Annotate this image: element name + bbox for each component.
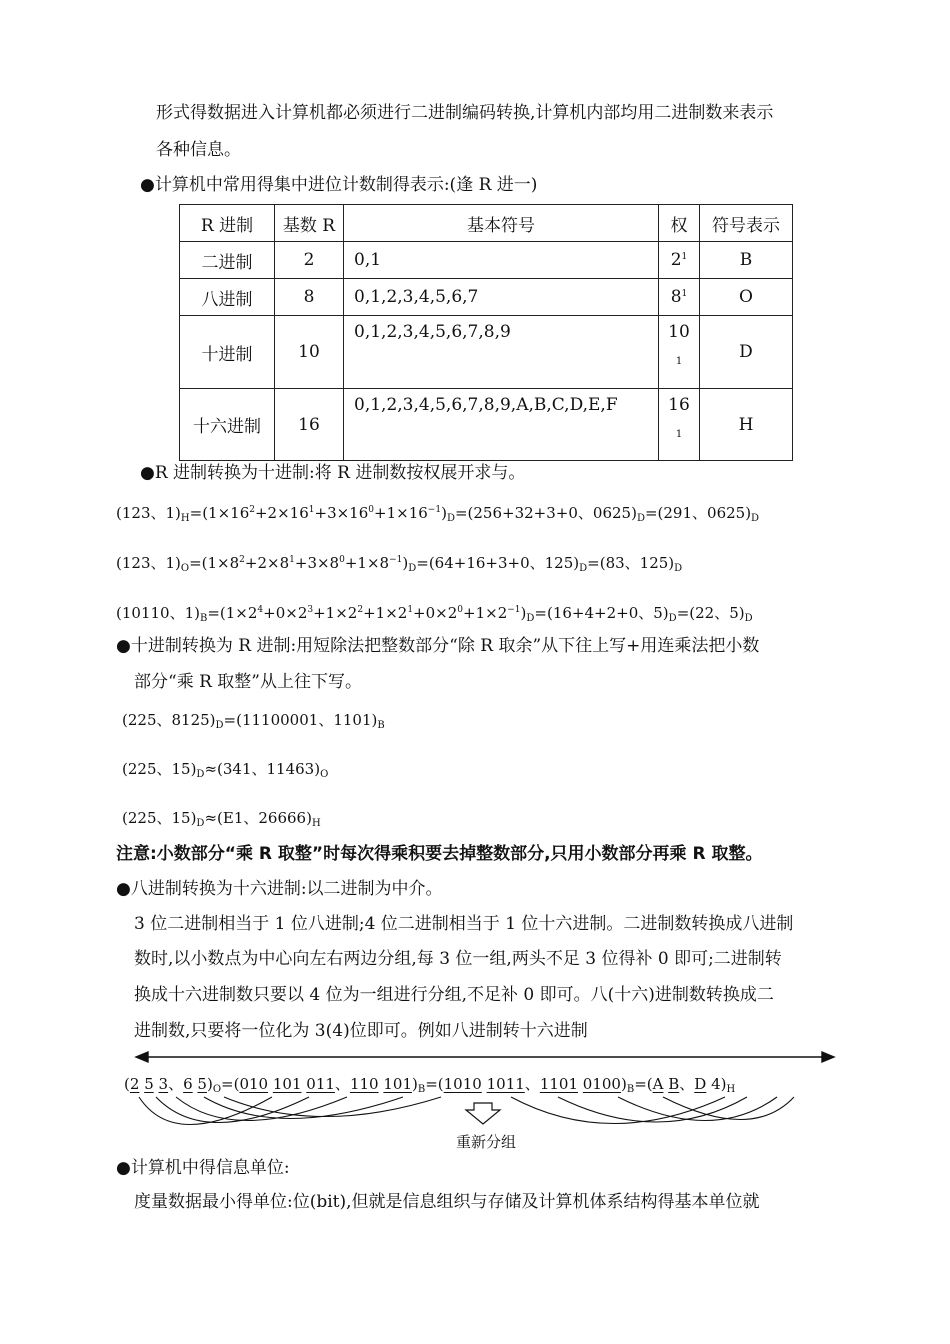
binary-group-4: 1010 xyxy=(443,1075,482,1093)
binary-group-4: 0100 xyxy=(582,1075,621,1093)
regroup-equation: (2 5 3、6 $5)_O=(010$ 101 011、110 $101)_B=(1010$ 1011、1101 $0100)_B=(A$ B、D $4)_H$ xyxy=(124,1075,736,1095)
paragraph-line-3: 换成十六进制数只要以 4 位为一组进行分组,不足补 0 即可。八(十六)进制数转换成二 xyxy=(134,985,774,1005)
hex-digit: 4 xyxy=(711,1075,721,1093)
equation-octal-to-decimal: (123、$1)_O=(1\times 8^2+2\times 8^1+3\times 8^0+1\times 8^{-1})_D=(64+16+3+0$、$125)_D=(83$、$125)_D$ xyxy=(116,554,683,574)
regroup-label: 重新分组 xyxy=(456,1133,517,1151)
radix-symbols: 0,1 xyxy=(344,242,659,279)
radix-weight: 16 1 xyxy=(659,389,700,461)
radix-code: O xyxy=(700,279,793,316)
double-arrow-line xyxy=(136,1052,834,1062)
radix-name: 八进制 xyxy=(180,279,275,316)
octal-to-binary-arcs xyxy=(139,1097,441,1125)
conversion-octal: (225、$15)_D\approx(341$、$11463)_O$ xyxy=(122,760,329,780)
binary-group: 101 xyxy=(383,1075,412,1093)
radix-weight: $8^1$ xyxy=(659,279,700,316)
bullet-number-systems: ●计算机中常用得集中进位计数制得表示:(逢 R 进一) xyxy=(140,175,538,195)
radix-weight: $2^1$ xyxy=(659,242,700,279)
binary-group-4: 1011 xyxy=(486,1075,525,1093)
binary-group: 110 xyxy=(349,1075,379,1093)
radix-code: B xyxy=(700,242,793,279)
radix-base: 2 xyxy=(275,242,344,279)
binary-group-4: 1101 xyxy=(539,1075,578,1093)
bullet-info-units: ●计算机中得信息单位: xyxy=(116,1158,290,1178)
equation-binary-to-decimal: (10110、$1)_B=(1\times 2^4+0\times 2^3+1\times 2^2+1\times 2^1+0\times 2^0+1\times 2^{-1})_D=(16+4+2+0$、$5)_D=(22$、$5)_D$ xyxy=(116,604,753,624)
bullet-decimal-to-r-line-1: ●十进制转换为 R 进制:用短除法把整数部分“除 R 取余”从下往上写+用连乘法把小数 xyxy=(116,636,760,656)
binary-group: 101 xyxy=(272,1075,302,1093)
header-weight: 权 xyxy=(659,205,700,242)
conversion-binary: (225、$8125)_D=(11100001$、$1101)_B$ xyxy=(122,711,385,731)
paragraph-line-4: 进制数,只要将一位化为 3(4)位即可。例如八进制转十六进制 xyxy=(134,1021,588,1041)
paragraph-line-2: 数时,以小数点为中心向左右两边分组,每 3 位一组,两头不足 3 位得补 0 即可;二进制转 xyxy=(134,949,782,969)
radix-code: D xyxy=(700,316,793,389)
octal-digit: 5 xyxy=(144,1075,154,1093)
radix-weight: 10 1 xyxy=(659,316,700,389)
radix-name: 二进制 xyxy=(180,242,275,279)
header-symbols: 基本符号 xyxy=(344,205,659,242)
octal-digit: 2 xyxy=(129,1075,140,1093)
binary-group: 010 xyxy=(239,1075,269,1093)
radix-base: 8 xyxy=(275,279,344,316)
octal-digit: 6 xyxy=(183,1075,193,1093)
conversion-hex: (225、$15)_D\approx(E1$、$26666)_H$ xyxy=(122,809,321,829)
last-line: 度量数据最小得单位:位(bit),但就是信息组织与存储及计算机体系结构得基本单位就 xyxy=(134,1192,760,1212)
hex-digit: B xyxy=(668,1075,680,1093)
intro-line-1: 形式得数据进入计算机都必须进行二进制编码转换,计算机内部均用二进制数来表示 xyxy=(156,103,774,123)
header-code: 符号表示 xyxy=(700,205,793,242)
intro-line-2: 各种信息。 xyxy=(156,140,241,160)
hex-digit: A xyxy=(652,1075,664,1093)
radix-symbols: 0,1,2,3,4,5,6,7,8,9 xyxy=(344,316,659,389)
octal-digit: 5 xyxy=(197,1075,207,1093)
radix-name: 十进制 xyxy=(180,316,275,389)
radix-symbols: 0,1,2,3,4,5,6,7,8,9,A,B,C,D,E,F xyxy=(344,389,659,461)
note-bold: 注意:小数部分“乘 R 取整”时每次得乘积要去掉整数部分,只用小数部分再乘 R 取整。 xyxy=(116,844,763,864)
bullet-decimal-to-r-line-2: 部分“乘 R 取整”从上往下写。 xyxy=(134,672,362,692)
paragraph-line-1: 3 位二进制相当于 1 位八进制;4 位二进制相当于 1 位十六进制。二进制数转换成八进制 xyxy=(134,914,794,934)
hex-digit: D xyxy=(694,1075,707,1093)
binary-group: 011 xyxy=(306,1075,335,1093)
bullet-r-to-decimal: ●R 进制转换为十进制:将 R 进制数按权展开求与。 xyxy=(140,463,526,483)
radix-base: 10 xyxy=(275,316,344,389)
header-radix: R 进制 xyxy=(180,205,275,242)
radix-name: 十六进制 xyxy=(180,389,275,461)
header-base: 基数 R xyxy=(275,205,344,242)
radix-symbols: 0,1,2,3,4,5,6,7 xyxy=(344,279,659,316)
equation-hex-to-decimal: (123、$1)_H=(1\times 16^2+2\times 16^1+3\times 16^0+1\times 16^{-1})_D=(256+32+3+0$、$0625)_D=(291$、$0625)_D$ xyxy=(116,504,760,524)
down-hollow-arrow xyxy=(466,1103,500,1124)
bullet-octal-to-hex: ●八进制转换为十六进制:以二进制为中介。 xyxy=(116,879,443,899)
octal-digit: 3 xyxy=(158,1075,169,1093)
radix-base: 16 xyxy=(275,389,344,461)
radix-code: H xyxy=(700,389,793,461)
